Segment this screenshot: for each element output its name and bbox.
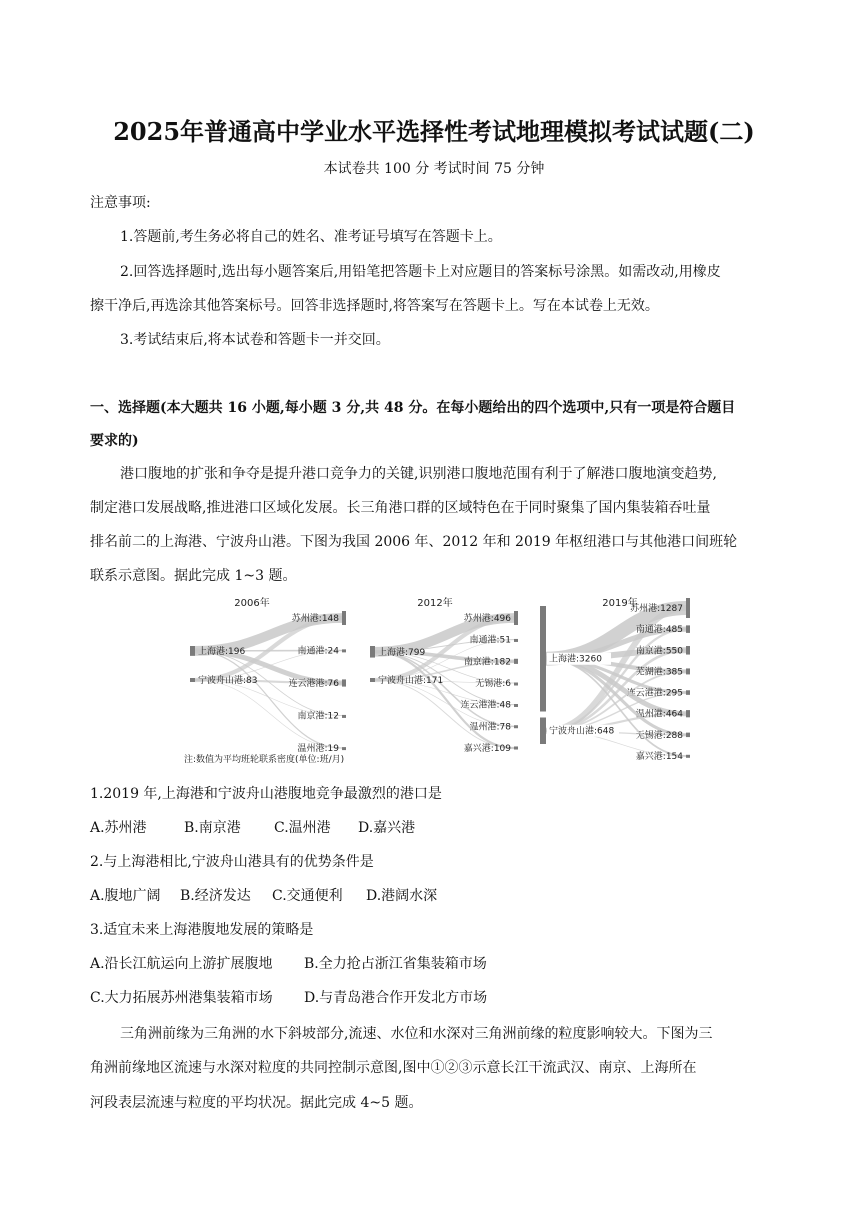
port-node	[342, 715, 346, 718]
port-label: 连云港港:76	[288, 679, 339, 689]
hub-label: 上海港:3260	[549, 654, 602, 665]
port-node	[686, 733, 690, 737]
hub-node	[190, 678, 195, 682]
option[interactable]: C.温州港	[274, 820, 331, 836]
port-node	[514, 611, 518, 625]
passage-line: 河段表层流速与粒度的平均状况。据此完成 4~5 题。	[90, 1095, 423, 1111]
port-label: 南通港:24	[297, 646, 339, 657]
hub-label: 宁波舟山港:648	[549, 726, 615, 737]
panel-year-label: 2012年	[417, 598, 453, 609]
port-label: 苏州港:148	[291, 614, 339, 624]
port-node	[686, 690, 690, 695]
port-label: 南京港:550	[635, 646, 683, 657]
passage-line: 联系示意图。据此完成 1~3 题。	[90, 568, 297, 584]
port-label: 连云港港:48	[460, 700, 511, 711]
option[interactable]: C.大力拓展苏州港集装箱市场	[90, 990, 273, 1006]
port-label: 温州港:19	[297, 744, 339, 754]
option[interactable]: D.嘉兴港	[358, 820, 416, 836]
notice-heading: 注意事项:	[90, 195, 151, 211]
port-node	[514, 704, 518, 707]
hub-label: 宁波舟山港:83	[198, 676, 258, 686]
port-node	[686, 668, 690, 674]
passage-line: 三角洲前缘为三角洲的水下斜坡部分,流速、水位和水深对三角洲前缘的粒度影响较大。下图为三	[120, 1026, 713, 1042]
port-node	[686, 755, 690, 758]
port-node	[514, 639, 518, 642]
port-node	[514, 659, 518, 664]
option[interactable]: C.交通便利	[272, 888, 343, 904]
question-stem: 3.适宜未来上海港腹地发展的策略是	[90, 922, 314, 938]
hub-node	[370, 678, 375, 682]
port-label: 嘉兴港:154	[635, 752, 683, 762]
exam-title: 2025年普通高中学业水平选择性考试地理模拟考试试题(二)	[113, 117, 755, 146]
question-stem: 1.2019 年,上海港和宁波舟山港腹地竞争最激烈的港口是	[90, 786, 442, 802]
hub-label: 上海港:196	[198, 646, 246, 657]
question-options	[90, 988, 790, 1008]
port-node	[342, 611, 346, 625]
option[interactable]: B.经济发达	[180, 888, 251, 904]
hub-node	[190, 646, 195, 656]
hub-node	[540, 606, 546, 711]
section-heading: 要求的)	[90, 433, 139, 449]
linkage-flow	[375, 680, 514, 748]
hub-node	[540, 717, 546, 744]
port-label: 无锡港:288	[635, 730, 683, 741]
option[interactable]: A.苏州港	[90, 820, 147, 836]
passage-line: 排名前二的上海港、宁波舟山港。下图为我国 2006 年、2012 年和 2019 年枢纽港口与其他港口间班轮	[90, 534, 738, 550]
exam-subtitle: 本试卷共 100 分 考试时间 75 分钟	[323, 161, 545, 177]
port-label: 苏州港:1287	[630, 604, 683, 614]
question-options	[90, 886, 790, 906]
port-node	[686, 646, 690, 655]
port-label: 南通港:485	[635, 625, 683, 636]
hub-label: 宁波舟山港:171	[378, 676, 444, 686]
option[interactable]: A.沿长江航运向上游扩展腹地	[90, 956, 273, 972]
port-node	[342, 747, 346, 750]
port-node	[686, 598, 690, 618]
port-node	[686, 625, 690, 633]
passage-line: 制定港口发展战略,推进港口区域化发展。长三角港口群的区域特色在于同时聚集了国内集装箱吞吐量	[90, 500, 711, 516]
hub-label: 上海港:799	[378, 647, 426, 658]
panel-year-label: 2006年	[234, 598, 270, 609]
port-label: 南通港:51	[469, 635, 511, 646]
port-node	[514, 683, 518, 686]
hub-node	[370, 646, 375, 658]
notice-item: 1.答题前,考生务必将自己的姓名、准考证号填写在答题卡上。	[120, 229, 502, 245]
port-label: 南京港:182	[463, 657, 511, 668]
port-label: 南京港:12	[297, 711, 339, 722]
port-node	[342, 679, 346, 686]
port-label: 连云港港:295	[626, 688, 683, 699]
port-label: 嘉兴港:109	[463, 744, 511, 754]
option[interactable]: B.全力抢占浙江省集装箱市场	[304, 956, 487, 972]
port-label: 温州港:464	[635, 709, 683, 720]
port-label: 无锡港:6	[475, 679, 511, 689]
question-stem: 2.与上海港相比,宁波舟山港具有的优势条件是	[90, 854, 374, 870]
question-options	[90, 954, 790, 974]
option[interactable]: A.腹地广阔	[90, 888, 161, 904]
port-label: 温州港:78	[469, 722, 511, 733]
port-node	[342, 649, 346, 652]
option[interactable]: B.南京港	[184, 820, 241, 836]
sankey-figure-svg	[180, 594, 700, 764]
port-label: 芜湖港:385	[635, 667, 683, 678]
passage-line: 港口腹地的扩张和争夺是提升港口竞争力的关键,识别港口腹地范围有利于了解港口腹地演变趋势,	[120, 466, 717, 482]
port-node	[514, 746, 518, 749]
question-options	[90, 818, 790, 838]
notice-item: 3.考试结束后,将本试卷和答题卡一并交回。	[120, 332, 390, 348]
section-heading: 一、选择题(本大题共 16 小题,每小题 3 分,共 48 分。在每小题给出的四个选项中,只有一项是符合题目	[90, 400, 736, 416]
port-linkage-figure	[180, 594, 700, 764]
panel-year-label: 2019年	[602, 598, 638, 609]
notice-item: 擦干净后,再选涂其他答案标号。回答非选择题时,将答案写在答题卡上。写在本试卷上无效。	[90, 298, 659, 314]
port-label: 苏州港:496	[463, 614, 511, 624]
figure-note: 注:数值为平均班轮联系密度(单位:班/月)	[184, 755, 345, 764]
port-node	[686, 710, 690, 717]
passage-line: 角洲前缘地区流速与水深对粒度的共同控制示意图,图中①②③示意长江干流武汉、南京、上海所在	[90, 1060, 697, 1076]
option[interactable]: D.港阔水深	[366, 888, 438, 904]
port-node	[514, 725, 518, 728]
notice-item: 2.回答选择题时,选出每小题答案后,用铅笔把答题卡上对应题目的答案标号涂黑。如需改动,用橡皮	[120, 264, 721, 280]
option[interactable]: D.与青岛港合作开发北方市场	[304, 990, 488, 1006]
